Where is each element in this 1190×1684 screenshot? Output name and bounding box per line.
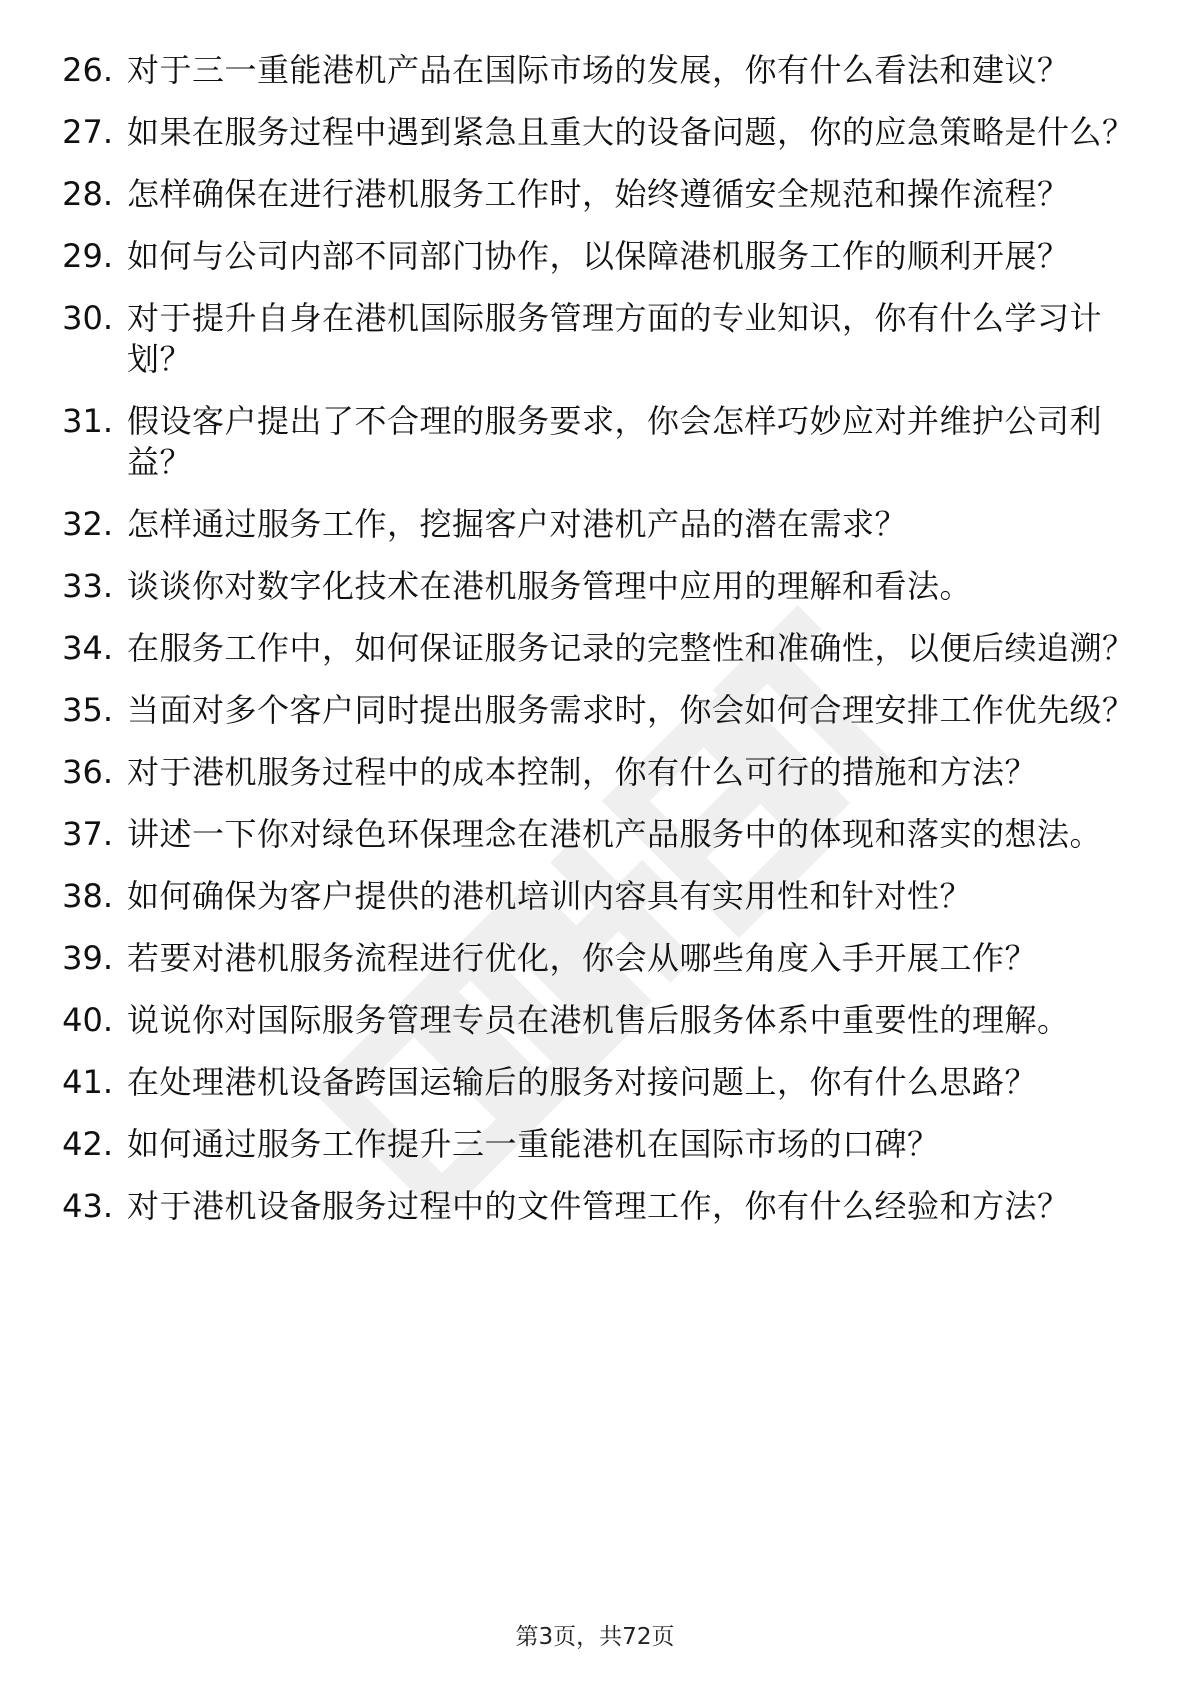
question-item xyxy=(55,50,1135,91)
question-number: 39. xyxy=(62,939,113,977)
question-text: 假设客户提出了不合理的服务要求，你会怎样巧妙应对并维护公司利益？ xyxy=(127,402,1103,481)
question-number: 26. xyxy=(62,51,113,89)
question-item xyxy=(55,1186,1135,1227)
question-item xyxy=(55,814,1135,855)
question-item xyxy=(55,876,1135,917)
question-number: 31. xyxy=(62,402,113,440)
question-item xyxy=(55,752,1135,793)
question-item xyxy=(55,628,1135,669)
question-item xyxy=(55,174,1135,215)
question-number: 42. xyxy=(62,1125,113,1163)
question-number: 28. xyxy=(62,175,113,213)
question-number: 38. xyxy=(62,877,113,915)
question-item xyxy=(55,690,1135,731)
question-number: 33. xyxy=(62,567,113,605)
question-text: 若要对港机服务流程进行优化，你会从哪些角度入手开展工作？ xyxy=(127,939,1038,977)
question-item xyxy=(55,298,1135,380)
question-number: 37. xyxy=(62,815,113,853)
question-item xyxy=(55,1000,1135,1041)
question-text: 说说你对国际服务管理专员在港机售后服务体系中重要性的理解。 xyxy=(127,1001,1070,1039)
question-text: 当面对多个客户同时提出服务需求时，你会如何合理安排工作优先级？ xyxy=(127,691,1135,729)
question-number: 36. xyxy=(62,753,113,791)
question-number: 29. xyxy=(62,237,113,275)
question-text: 如何与公司内部不同部门协作，以保障港机服务工作的顺利开展？ xyxy=(127,237,1070,275)
question-text: 在处理港机设备跨国运输后的服务对接问题上，你有什么思路？ xyxy=(127,1063,1038,1101)
question-text: 对于港机设备服务过程中的文件管理工作，你有什么经验和方法？ xyxy=(127,1187,1070,1225)
question-text: 对于提升自身在港机国际服务管理方面的专业知识，你有什么学习计划？ xyxy=(127,299,1103,378)
question-number: 30. xyxy=(62,299,113,337)
question-list xyxy=(55,50,1135,1248)
question-item xyxy=(55,1062,1135,1103)
page-footer: 第3页，共72页 xyxy=(515,1624,675,1650)
question-text: 讲述一下你对绿色环保理念在港机产品服务中的体现和落实的想法。 xyxy=(127,815,1103,853)
question-item xyxy=(55,1124,1135,1165)
question-item xyxy=(55,112,1135,153)
question-text: 如何通过服务工作提升三一重能港机在国际市场的口碑？ xyxy=(127,1125,940,1163)
question-item xyxy=(55,401,1135,483)
question-item xyxy=(55,566,1135,607)
question-number: 43. xyxy=(62,1187,113,1225)
question-text: 如何确保为客户提供的港机培训内容具有实用性和针对性？ xyxy=(127,877,973,915)
question-text: 对于三一重能港机产品在国际市场的发展，你有什么看法和建议？ xyxy=(127,51,1070,89)
question-item xyxy=(55,236,1135,277)
question-item xyxy=(55,938,1135,979)
question-text: 谈谈你对数字化技术在港机服务管理中应用的理解和看法。 xyxy=(127,567,973,605)
question-number: 41. xyxy=(62,1063,113,1101)
question-text: 怎样确保在进行港机服务工作时，始终遵循安全规范和操作流程？ xyxy=(127,175,1070,213)
question-item xyxy=(55,504,1135,545)
question-text: 怎样通过服务工作，挖掘客户对港机产品的潜在需求？ xyxy=(127,505,908,543)
question-number: 34. xyxy=(62,629,113,667)
question-number: 40. xyxy=(62,1001,113,1039)
question-number: 32. xyxy=(62,505,113,543)
question-text: 对于港机服务过程中的成本控制，你有什么可行的措施和方法？ xyxy=(127,753,1038,791)
question-number: 27. xyxy=(62,113,113,151)
question-text: 如果在服务过程中遇到紧急且重大的设备问题，你的应急策略是什么？ xyxy=(127,113,1135,151)
question-number: 35. xyxy=(62,691,113,729)
question-text: 在服务工作中，如何保证服务记录的完整性和准确性，以便后续追溯？ xyxy=(127,629,1135,667)
